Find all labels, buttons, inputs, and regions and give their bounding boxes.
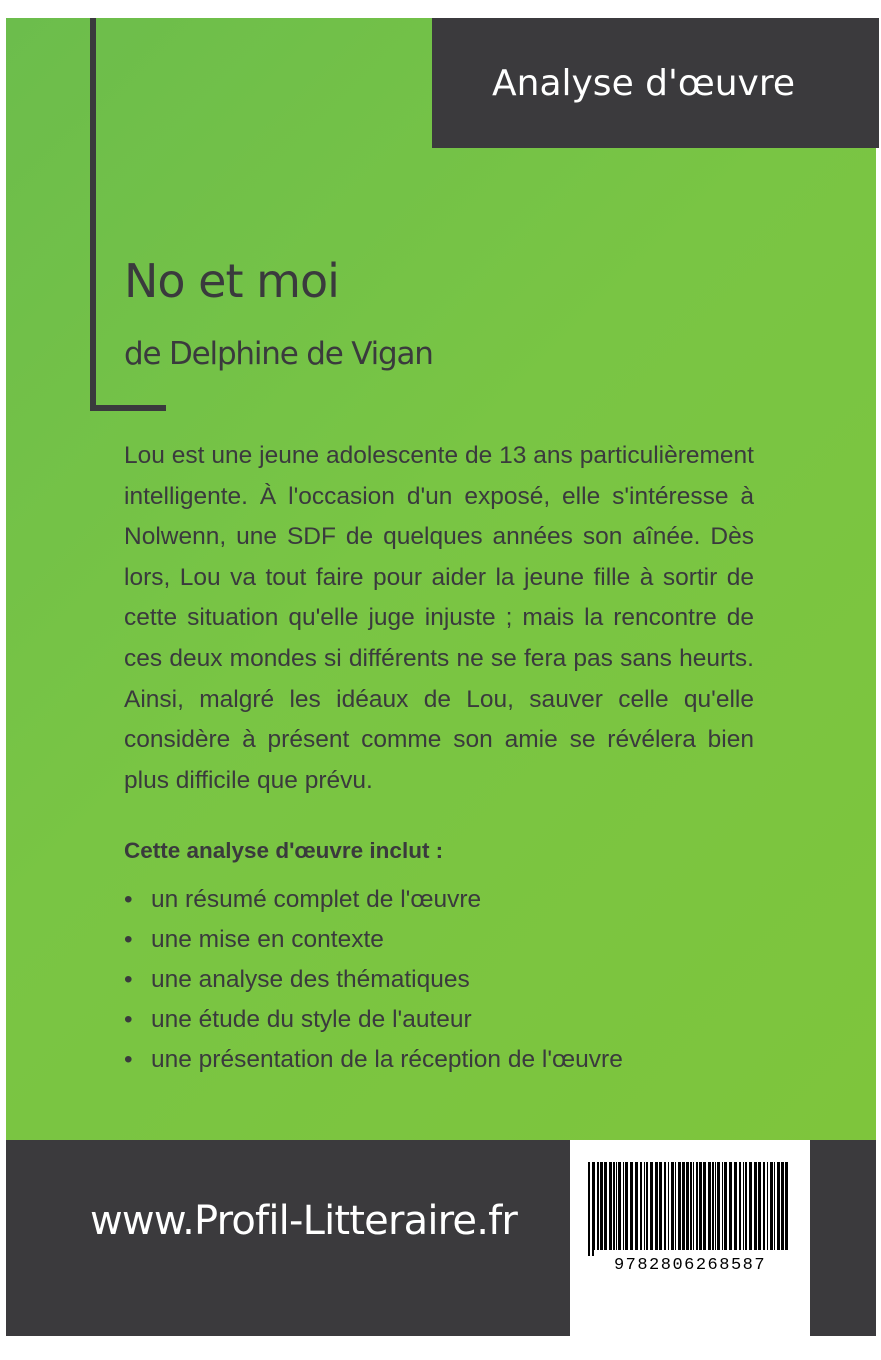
book-summary: Lou est une jeune adolescente de 13 ans particulièrement intelligente. À l'occasion d'un exposé, elle s'intéresse à Nolwenn, une SDF de quelques années son aînée. Dès lors, Lou va tout faire pour aider la jeune fille à sortir de cette situation qu'elle juge injuste ; mais la rencontre de ces deux mondes si différents ne se fera pas sans heurts. Ainsi, malgré les idéaux de Lou, sauver celle qu'elle considère à présent comme son amie se révélera bien plus difficile que prévu.	[124, 442, 754, 794]
list-item-text: une mise en contexte	[151, 926, 384, 953]
book-author: de Delphine de Vigan	[124, 336, 433, 372]
list-item	[124, 1040, 623, 1080]
bullet-icon: •	[124, 1046, 133, 1073]
includes-heading: Cette analyse d'œuvre inclut :	[124, 838, 444, 863]
bullet-icon: •	[124, 1006, 133, 1033]
bullet-icon: •	[124, 966, 133, 993]
website-url: www.Profil-Litteraire.fr	[90, 1198, 518, 1244]
barcode-icon	[586, 1162, 794, 1256]
genre-tag	[432, 18, 879, 148]
list-item	[124, 920, 623, 960]
list-item-text: une analyse des thématiques	[151, 966, 470, 993]
list-item-text: une présentation de la réception de l'œuvre	[151, 1046, 623, 1073]
bullet-icon: •	[124, 886, 133, 913]
includes-list	[124, 880, 623, 1080]
genre-tag-label: Analyse d'œuvre	[492, 62, 796, 104]
list-item	[124, 880, 623, 920]
book-title: No et moi	[124, 254, 339, 308]
list-item	[124, 1000, 623, 1040]
list-item-text: un résumé complet de l'œuvre	[151, 886, 482, 913]
list-item	[124, 960, 623, 1000]
title-bracket-horizontal	[90, 405, 166, 411]
bullet-icon: •	[124, 926, 133, 953]
list-item-text: une étude du style de l'auteur	[151, 1006, 472, 1033]
title-bracket-vertical	[90, 18, 96, 411]
isbn-number: 9782806268587	[613, 1256, 767, 1275]
barcode	[570, 1140, 810, 1336]
